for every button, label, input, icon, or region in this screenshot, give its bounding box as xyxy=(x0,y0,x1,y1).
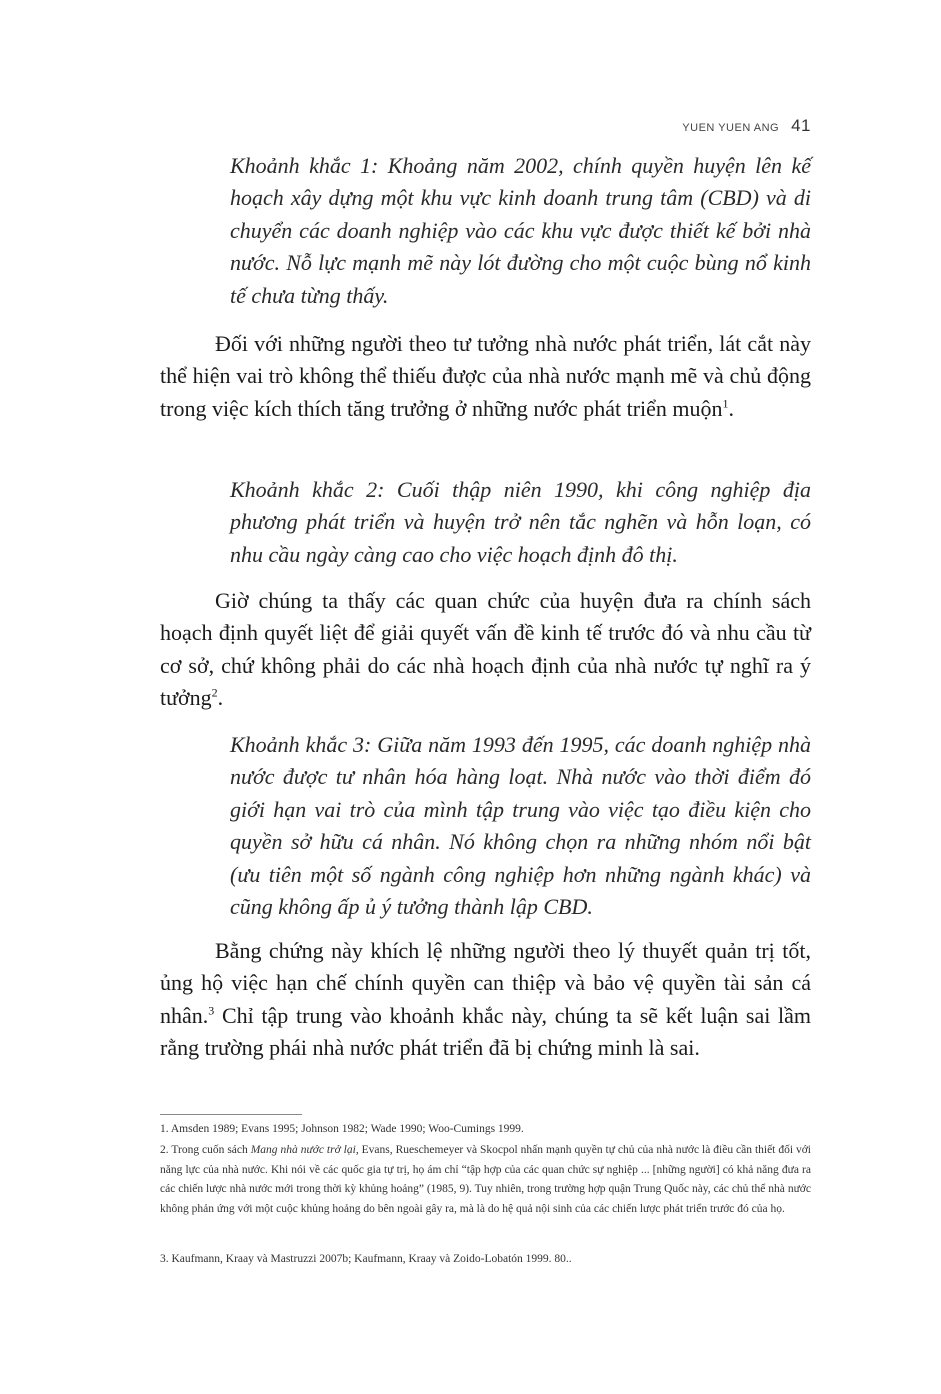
paragraph-3-text-a: Bằng chứng này khích lệ những người theo lý thuyết quản trị tốt, ủng hộ việc hạn chế chính quyền can thiệp và bảo vệ quyền tài sản cá nhân. xyxy=(160,938,811,1028)
footnote-ref-3: 3 xyxy=(208,1003,215,1018)
quote-moment-3: Khoảnh khắc 3: Giữa năm 1993 đến 1995, các doanh nghiệp nhà nước được tư nhân hóa hàng loạt. Nhà nước vào thời điểm đó giới hạn vai trò của mình tập trung vào việc tạo điều kiện cho quyền sở hữu cá nhân. Nó không chọn ra những nhóm nổi bật (ưu tiên một số ngành công nghiệp hơn những ngành khác) và cũng không ấp ủ ý tưởng thành lập CBD. xyxy=(230,732,811,920)
paragraph-2-end: . xyxy=(217,685,224,711)
footnote-divider xyxy=(160,1114,302,1115)
footnote-2-text: , Evans, Rueschemeyer và Skocpol nhấn mạnh quyền tự chủ của nhà nước là điều cần thiết đối với năng lực của nhà nước. Khi nói về các quốc gia tự trị, họ ám chỉ “tập hợp của các quan chức sự nghiệp ... [những người] có khả năng đưa ra các chiến lược nhà nước mới trong thời kỳ khủng hoảng” (1985, 9). Tuy nhiên, trong trường hợp quận Trung Quốc này, các chủ thể nhà nước không phản ứng với một cuộc khủng hoảng do bên ngoài gây ra, mà là do hệ quả nội sinh của các chiến lược phát triển trước đó của họ. xyxy=(160,1144,811,1215)
author-name: YUEN YUEN ANG xyxy=(682,122,780,134)
paragraph-2 xyxy=(160,585,811,715)
paragraph-1-end: . xyxy=(728,395,735,421)
footnote-2-book-title: Mang nhà nước trở lại xyxy=(250,1144,356,1156)
running-header xyxy=(682,116,811,136)
paragraph-3-text-b: Chỉ tập trung vào khoảnh khắc này, chúng ta sẽ kết luận sai lầm rằng trường phái nhà nước phát triển đã bị chứng minh là sai. xyxy=(160,1002,811,1061)
page-number: 41 xyxy=(791,116,811,135)
footnote-3: 3. Kaufmann, Kraay và Mastruzzi 2007b; Kaufmann, Kraay và Zoido-Lobatón 1999. 80.. xyxy=(160,1253,572,1265)
footnote-1: 1. Amsden 1989; Evans 1995; Johnson 1982; Wade 1990; Woo-Cumings 1999. xyxy=(160,1123,524,1135)
paragraph-2-text: Giờ chúng ta thấy các quan chức của huyện đưa ra chính sách hoạch định quyết liệt để giải quyết vấn đề kinh tế trước đó và nhu cầu từ cơ sở, chứ không phải do các nhà hoạch định của nhà nước tự nghĩ ra ý tưởng xyxy=(160,588,811,711)
footnote-2-intro: 2. Trong cuốn sách xyxy=(160,1144,251,1156)
quote-moment-1: Khoảnh khắc 1: Khoảng năm 2002, chính quyền huyện lên kế hoạch xây dựng một khu vực kinh doanh trung tâm (CBD) và di chuyển các doanh nghiệp vào các khu vực được thiết kế bởi nhà nước. Nỗ lực mạnh mẽ này lót đường cho một cuộc bùng nổ kinh tế chưa từng thấy. xyxy=(230,153,811,308)
footnote-ref-2: 2 xyxy=(211,685,218,700)
quote-moment-2: Khoảnh khắc 2: Cuối thập niên 1990, khi công nghiệp địa phương phát triển và huyện trở nên tắc nghẽn và hỗn loạn, có nhu cầu ngày càng cao cho việc hoạch định đô thị. xyxy=(230,477,811,567)
paragraph-1-text: Đối với những người theo tư tưởng nhà nước phát triển, lát cắt này thể hiện vai trò không thể thiếu được của nhà nước mạnh mẽ và chủ động trong việc kích thích tăng trưởng ở những nước phát triển muộn xyxy=(160,331,811,421)
paragraph-3 xyxy=(160,935,811,1065)
footnote-2 xyxy=(160,1141,811,1219)
footnote-ref-1: 1 xyxy=(722,396,729,411)
paragraph-1 xyxy=(160,328,811,425)
